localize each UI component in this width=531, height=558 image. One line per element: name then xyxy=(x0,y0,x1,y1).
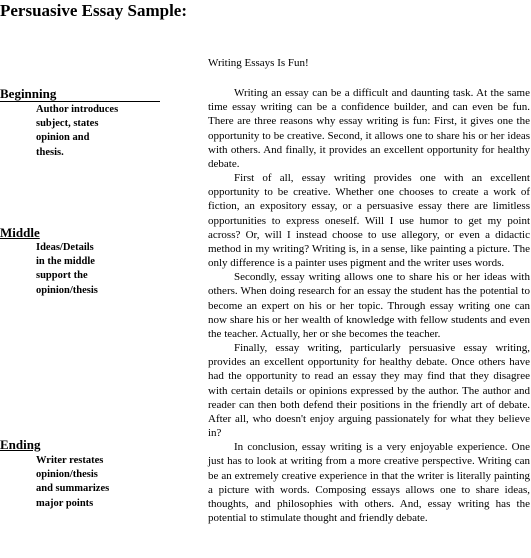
section-note-line: Writer restates xyxy=(36,455,104,466)
section-note-beginning xyxy=(36,103,136,160)
section-note-line: subject, states xyxy=(36,118,99,130)
section-note-line: major points xyxy=(36,497,94,509)
essay-paragraph-conclusion: In conclusion, essay writing is a very enjoyable experience. One just has to look at writing from a more creative perspective. Writing can be an extremely creative experience in that the writer is literally painting a picture with words. Composing essays allows one to share ideas, thoughts, and philosophies with others. And, essay writing has the potential to stimulate thought and friendly debate. xyxy=(208,441,530,525)
section-note-line: thesis. xyxy=(36,146,64,158)
section-note-line: opinion and xyxy=(36,132,90,144)
section-note-ending xyxy=(36,454,136,511)
section-note-middle xyxy=(36,241,136,298)
essay-body xyxy=(208,86,530,525)
section-heading-ending: Ending xyxy=(0,437,41,452)
section-note-line: Author introduces xyxy=(36,104,119,115)
section-heading-middle: Middle xyxy=(0,225,40,240)
section-note-line: Ideas/Details xyxy=(36,242,94,253)
essay-paragraph-body-3: Finally, essay writing, particularly persuasive essay writing, provides an excellent opportunity for healthy debate. Once others have had the opportunity to read an essay they may find that they disagree with certain details or opinions expressed by the author. The author and reader can then both defend their positions in the friendly art of debate. After all, who doesn't enjoy arguing passionately for what they believe in? xyxy=(208,342,530,440)
page-title: Persuasive Essay Sample: xyxy=(0,1,187,20)
section-heading-beginning: Beginning xyxy=(0,86,160,102)
section-note-line: in the middle xyxy=(36,256,95,268)
essay-paragraph-body-1: First of all, essay writing provides one with an excellent opportunity to be creative. Whether one chooses to create a work of fiction, an expository essay, or a persuasive essay there are limitless opportunities to express oneself. Will I use humor to get my point across? Or, will I instead choose to use allegory, or even a didactic method in my writing? Writing is, in a sense, like painting a picture. The only difference is a painter uses pigment and the writer uses words. xyxy=(208,172,530,270)
essay-paragraph-body-2: Secondly, essay writing allows one to share his or her ideas with others. When doing research for an essay the student has the potential to become an expert on his or her topic. Through essay writing one can now share his or her wealth of knowledge with fellow students and even the teacher. Actually, her or she becomes the teacher. xyxy=(208,271,530,340)
section-note-line: opinion/thesis xyxy=(36,469,98,481)
essay-paragraph-intro: Writing an essay can be a difficult and daunting task. At the same time essay writing can be a confidence builder, and can even be fun. There are three reasons why essay writing is fun: First, it gives one the opportunity to be creative. Second, it allows one to share his or her ideas with others. And finally, it provides an excellent opportunity for healthy debate. xyxy=(208,87,530,170)
section-note-line: support the xyxy=(36,270,88,282)
section-note-line: opinion/thesis xyxy=(36,284,98,296)
essay-title: Writing Essays Is Fun! xyxy=(208,57,309,69)
section-note-line: and summarizes xyxy=(36,483,110,495)
